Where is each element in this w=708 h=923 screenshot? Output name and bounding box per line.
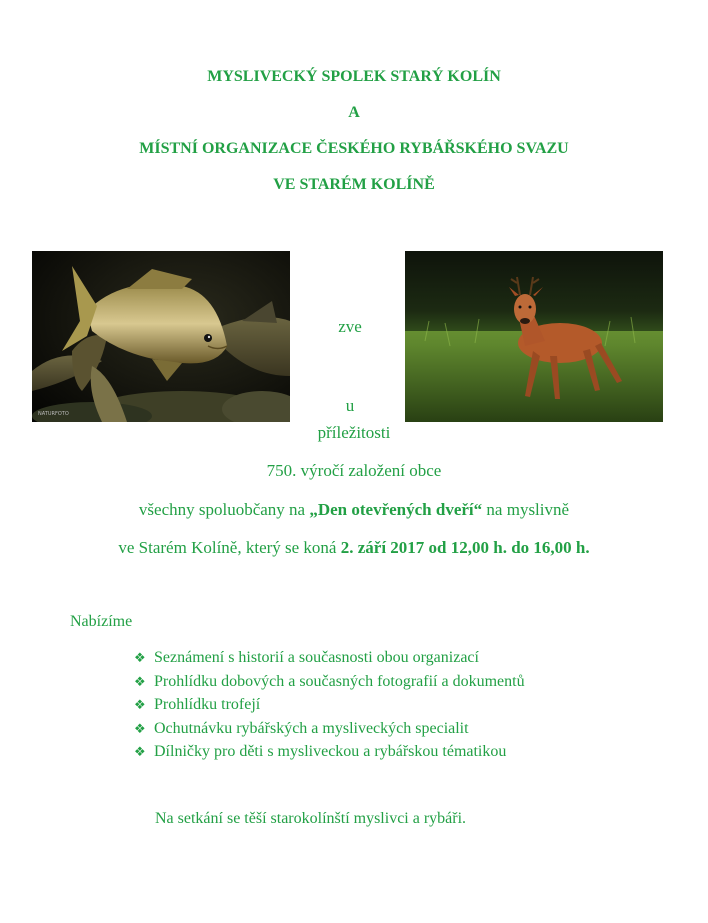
list-item bbox=[134, 646, 525, 670]
invite-prilezitosti: příležitosti bbox=[317, 423, 391, 442]
fish-photo bbox=[32, 251, 290, 422]
list-item bbox=[134, 717, 525, 741]
offer-item-text: Prohlídku dobových a současných fotografií a dokumentů bbox=[154, 672, 525, 690]
deer-photo bbox=[405, 251, 663, 422]
header-line-3: MÍSTNÍ ORGANIZACE ČESKÉHO RYBÁŘSKÉHO SVAZU bbox=[139, 140, 569, 157]
header-line-2: A bbox=[348, 104, 360, 121]
list-item bbox=[134, 670, 525, 694]
date-line bbox=[0, 538, 708, 558]
diamond-bullet-icon: ❖ bbox=[134, 673, 146, 689]
offer-item-text: Dílničky pro děti s mysliveckou a rybářskou tématikou bbox=[154, 743, 507, 760]
open-day-event-name: „Den otevřených dveří“ bbox=[309, 500, 483, 519]
open-day-line bbox=[0, 500, 708, 520]
diamond-bullet-icon: ❖ bbox=[134, 744, 146, 759]
date-line-pre: ve Starém Kolíně, který se koná bbox=[118, 538, 341, 557]
open-day-pre: všechny spoluobčany na bbox=[138, 500, 310, 519]
list-item bbox=[134, 740, 525, 764]
invite-u: u bbox=[345, 396, 355, 415]
offer-item-text: Ochutnávku rybářských a mysliveckých specialit bbox=[154, 719, 469, 737]
watermark-text: NATURFOTO bbox=[38, 411, 69, 417]
offer-title: Nabízíme bbox=[70, 613, 133, 630]
diamond-bullet-icon: ❖ bbox=[134, 650, 146, 665]
header-line-4: VE STARÉM KOLÍNĚ bbox=[273, 176, 435, 193]
offer-list bbox=[134, 646, 525, 764]
diamond-bullet-icon: ❖ bbox=[134, 720, 146, 736]
header-line-1: MYSLIVECKÝ SPOLEK STARÝ KOLÍN bbox=[207, 68, 501, 85]
offer-item-text: Seznámení s historií a současnosti obou organizací bbox=[154, 649, 479, 666]
list-item bbox=[134, 693, 525, 717]
open-day-post: na myslivně bbox=[482, 500, 570, 519]
anniversary-line: 750. výročí založení obce bbox=[266, 461, 442, 480]
closing-line: Na setkání se těší starokolínští myslivci a rybáři. bbox=[155, 810, 467, 827]
invite-zve: zve bbox=[338, 317, 362, 336]
event-date-time: 2. září 2017 od 12,00 h. do 16,00 h. bbox=[340, 538, 590, 557]
diamond-bullet-icon: ❖ bbox=[134, 697, 146, 712]
offer-item-text: Prohlídku trofejí bbox=[154, 696, 261, 713]
